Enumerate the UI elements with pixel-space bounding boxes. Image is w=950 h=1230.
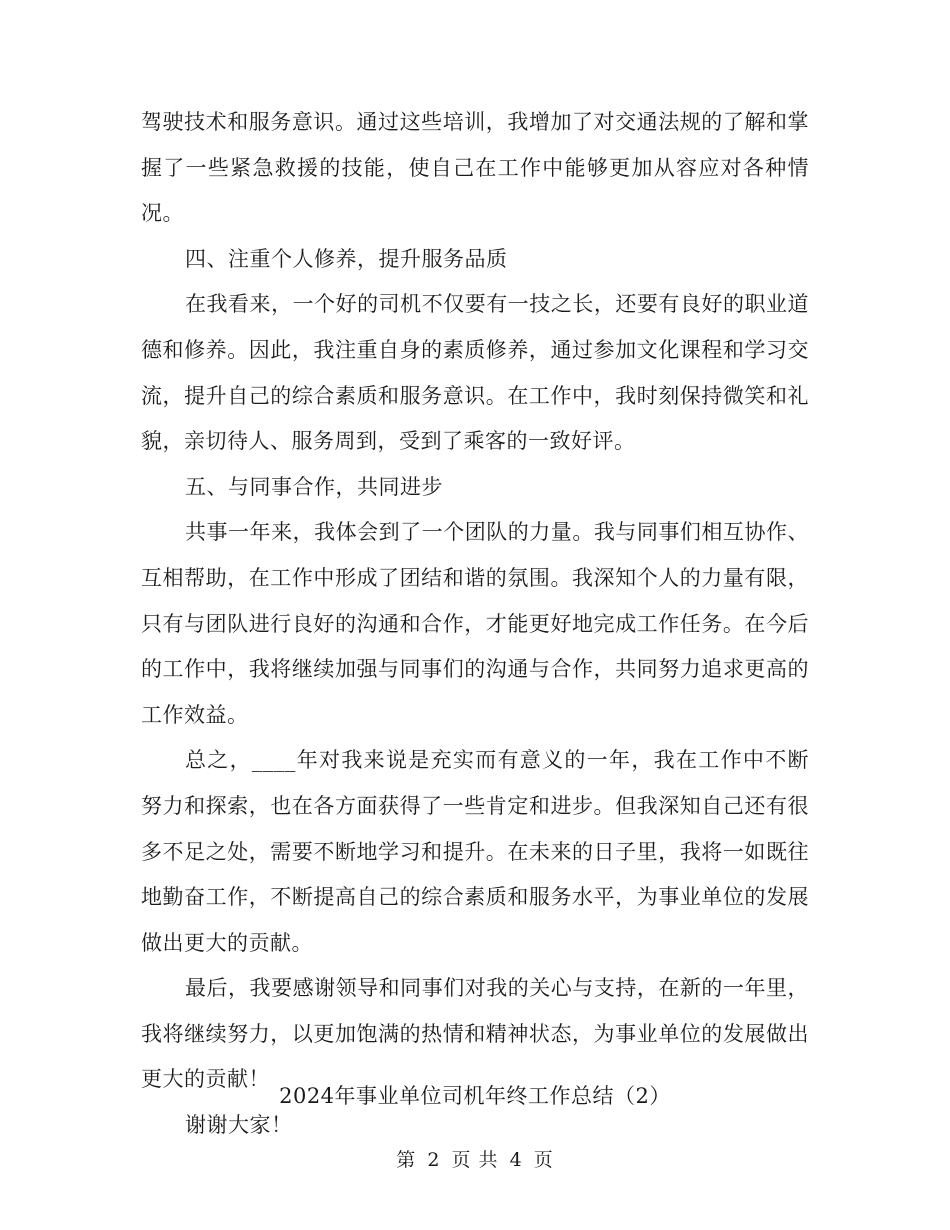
- paragraph-teamwork: 共事一年来，我体会到了一个团队的力量。我与同事们相互协作、互相帮助，在工作中形成了团结和谐的氛围。我深知个人的力量有限，只有与团队进行良好的沟通和合作，才能更好地完成工作任务。在今后的工作中，我将继续加强与同事们的沟通与合作，共同努力追求更高的工作效益。: [141, 520, 809, 727]
- footer-middle: 页 共: [451, 1149, 499, 1171]
- section-heading-four: 四、注重个人修养，提升服务品质: [185, 246, 508, 271]
- paragraph-thanks-leaders: 最后，我要感谢领导和同事们对我的关心与支持，在新的一年里，我将继续努力，以更加饱满的热情和精神状态，为事业单位的发展做出更大的贡献！: [141, 976, 809, 1092]
- page-footer: [0, 1145, 950, 1175]
- footer-current-page: 2: [427, 1149, 441, 1171]
- paragraph-continued: 驾驶技术和服务意识。通过这些培训，我增加了对交通法规的了解和掌握了一些紧急救援的技能，使自己在工作中能够更加从容应对各种情况。: [141, 110, 809, 226]
- next-section-title: 2024年事业单位司机年终工作总结（2）: [279, 1084, 671, 1108]
- footer-total-pages: 4: [509, 1149, 523, 1171]
- paragraph-self-cultivation: 在我看来，一个好的司机不仅要有一技之长，还要有良好的职业道德和修养。因此，我注重自身的素质修养，通过参加文化课程和学习交流，提升自己的综合素质和服务意识。在工作中，我时刻保持微笑和礼貌，亲切待人、服务周到，受到了乘客的一致好评。: [141, 292, 809, 454]
- footer-suffix: 页: [533, 1149, 554, 1171]
- section-heading-five: 五、与同事合作，共同进步: [185, 474, 443, 499]
- footer-prefix: 第: [396, 1149, 417, 1171]
- paragraph-closing: 谢谢大家！: [185, 1113, 293, 1138]
- paragraph-summary: 总之，____年对我来说是充实而有意义的一年，我在工作中不断努力和探索，也在各方面获得了一些肯定和进步。但我深知自己还有很多不足之处，需要不断地学习和提升。在未来的日子里，我将一如既往地勤奋工作，不断提高自己的综合素质和服务水平，为事业单位的发展做出更大的贡献。: [141, 748, 809, 955]
- document-body: [141, 100, 809, 1149]
